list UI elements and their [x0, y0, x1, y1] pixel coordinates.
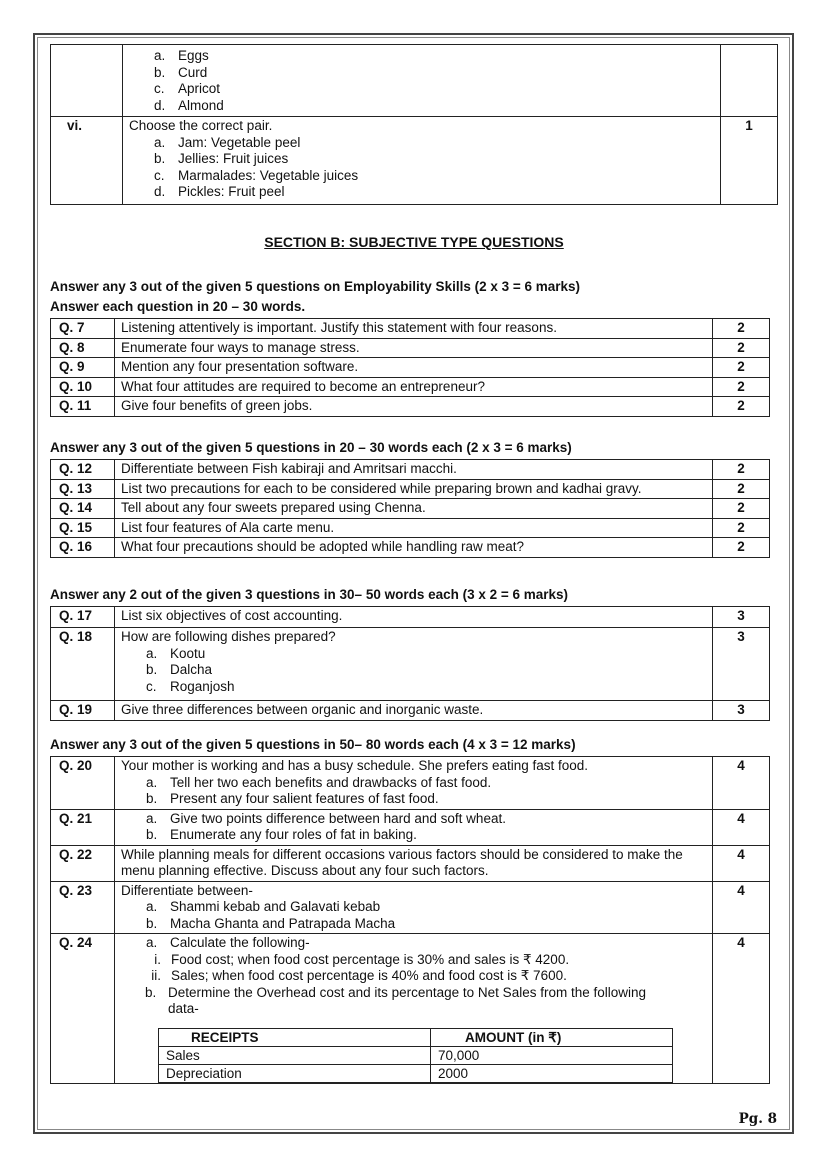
list-item: b. Dalcha: [146, 662, 213, 677]
table-row: Q. 24 a. Calculate the following- i. Food cost; when food cost percentage is 30% and sales is ₹ 4200. ii. Sales; when food cost percentage is 40% and food cost is ₹ 7600. b. Determine the Overhead cost and its percentage to Net Sales from the following data- RECEIPTS AMOUNT (in ₹) Sales 70,000 Depreciation 2000 4: [51, 934, 770, 1084]
table-row: Q. 21 a. Give two points difference between hard and soft wheat. b. Enumerate any four roles of fat in baking. 4: [51, 809, 770, 845]
table-row: Q. 12 Differentiate between Fish kabiraji and Amritsari macchi. 2: [51, 460, 770, 480]
group-heading: Answer any 2 out of the given 3 questions in 30– 50 words each (3 x 2 = 6 marks): [50, 587, 569, 602]
group-heading: Answer any 3 out of the given 5 questions in 50– 80 words each (4 x 3 = 12 marks): [50, 737, 576, 752]
group-subheading: Answer each question in 20 – 30 words.: [50, 299, 306, 314]
list-item: d. Pickles: Fruit peel: [154, 184, 285, 199]
table-row: Q. 16 What four precautions should be adopted while handling raw meat? 2: [51, 538, 770, 558]
list-item: c. Apricot: [154, 81, 221, 96]
table-row: Q. 14 Tell about any four sweets prepared using Chenna. 2: [51, 499, 770, 519]
mcq-table: [50, 44, 778, 205]
list-item: a. Jam: Vegetable peel: [154, 134, 301, 150]
table-row: Q. 10 What four attitudes are required to become an entrepreneur? 2: [51, 377, 770, 397]
table-row: Q. 7 Listening attentively is important. Justify this statement with four reasons. 2: [51, 319, 770, 339]
option-list: [121, 775, 706, 808]
list-item: c. Marmalades: Vegetable juices: [154, 167, 359, 183]
question-table: [50, 318, 770, 417]
list-item: b. Curd: [154, 64, 208, 80]
list-item: b. Present any four salient features of fast food.: [146, 791, 439, 806]
table-row: Q. 11 Give four benefits of green jobs. 2: [51, 397, 770, 417]
table-row: Q. 22 While planning meals for different occasions various factors should be considered to make the menu planning effective. Discuss about any four such factors. 4: [51, 845, 770, 881]
list-item: d. Almond: [154, 97, 224, 113]
question-table: [50, 459, 770, 558]
option-list: [121, 811, 706, 844]
table-row: Q. 18 How are following dishes prepared? a. Kootu b. Dalcha c. Roganjosh 3: [51, 628, 770, 701]
question-text: Differentiate between-: [121, 882, 253, 898]
table-header-row: RECEIPTS AMOUNT (in ₹): [159, 1028, 673, 1046]
table-row: Q. 13 List two precautions for each to be considered while preparing brown and kadhai gravy. 2: [51, 479, 770, 499]
list-item: a. Kootu: [146, 645, 206, 661]
table-row: Q. 9 Mention any four presentation software. 2: [51, 358, 770, 378]
list-item: b. Macha Ghanta and Patrapada Macha: [146, 915, 396, 931]
list-item: c. Roganjosh: [146, 678, 235, 694]
option-list: [121, 935, 706, 952]
question-text: How are following dishes prepared?: [121, 629, 336, 644]
page-number: Pg. 8: [738, 1111, 777, 1127]
table-row: Q. 8 Enumerate four ways to manage stress. 2: [51, 338, 770, 358]
list-item: a. Shammi kebab and Galavati kebab: [146, 899, 381, 914]
option-list: [129, 48, 714, 114]
table-row: Depreciation 2000: [159, 1064, 673, 1082]
list-item: a. Eggs: [154, 48, 209, 63]
table-row: Q. 17 List six objectives of cost accounting. 3: [51, 607, 770, 628]
option-list: [121, 899, 706, 932]
section-title: SECTION B: SUBJECTIVE TYPE QUESTIONS: [264, 234, 564, 250]
table-row: Q. 20 Your mother is working and has a busy schedule. She prefers eating fast food. a. Tell her two each benefits and drawbacks of fast food. b. Present any four salient features of fast food. 4: [51, 757, 770, 810]
list-item: a. Give two points difference between hard and soft wheat.: [146, 810, 506, 826]
question-number: vi.: [51, 117, 123, 205]
question-table: [50, 606, 770, 721]
list-item: ii. Sales; when food cost percentage is 40% and food cost is ₹ 7600.: [151, 968, 567, 983]
table-row: Q. 15 List four features of Ala carte menu. 2: [51, 518, 770, 538]
table-row: Sales 70,000: [159, 1046, 673, 1064]
group-heading: Answer any 3 out of the given 5 questions on Employability Skills (2 x 3 = 6 marks): [50, 279, 581, 294]
question-text: Choose the correct pair.: [129, 118, 273, 133]
table-row: Q. 23 Differentiate between- a. Shammi kebab and Galavati kebab b. Macha Ghanta and Patrapada Macha 4: [51, 881, 770, 934]
list-item: b. Enumerate any four roles of fat in baking.: [146, 827, 417, 842]
question-table: [50, 756, 770, 1084]
option-list: [121, 646, 706, 696]
data-table: [158, 1028, 673, 1083]
group-heading: Answer any 3 out of the given 5 questions in 20 – 30 words each (2 x 3 = 6 marks): [50, 440, 572, 455]
marks: 1: [721, 117, 778, 205]
option-list: [129, 135, 714, 201]
table-row: [51, 45, 778, 117]
list-item: a. Tell her two each benefits and drawbacks of fast food.: [146, 774, 492, 790]
list-item: b. Jellies: Fruit juices: [154, 151, 289, 166]
table-row: Q. 19 Give three differences between organic and inorganic waste. 3: [51, 701, 770, 721]
table-row: [51, 117, 778, 205]
list-item: b. Determine the Overhead cost and its percentage to Net Sales from the following data-: [145, 984, 647, 1016]
question-text: Your mother is working and has a busy schedule. She prefers eating fast food.: [121, 758, 589, 773]
list-item: a. Calculate the following-: [146, 935, 310, 950]
list-item: i. Food cost; when food cost percentage is 30% and sales is ₹ 4200.: [154, 951, 570, 967]
